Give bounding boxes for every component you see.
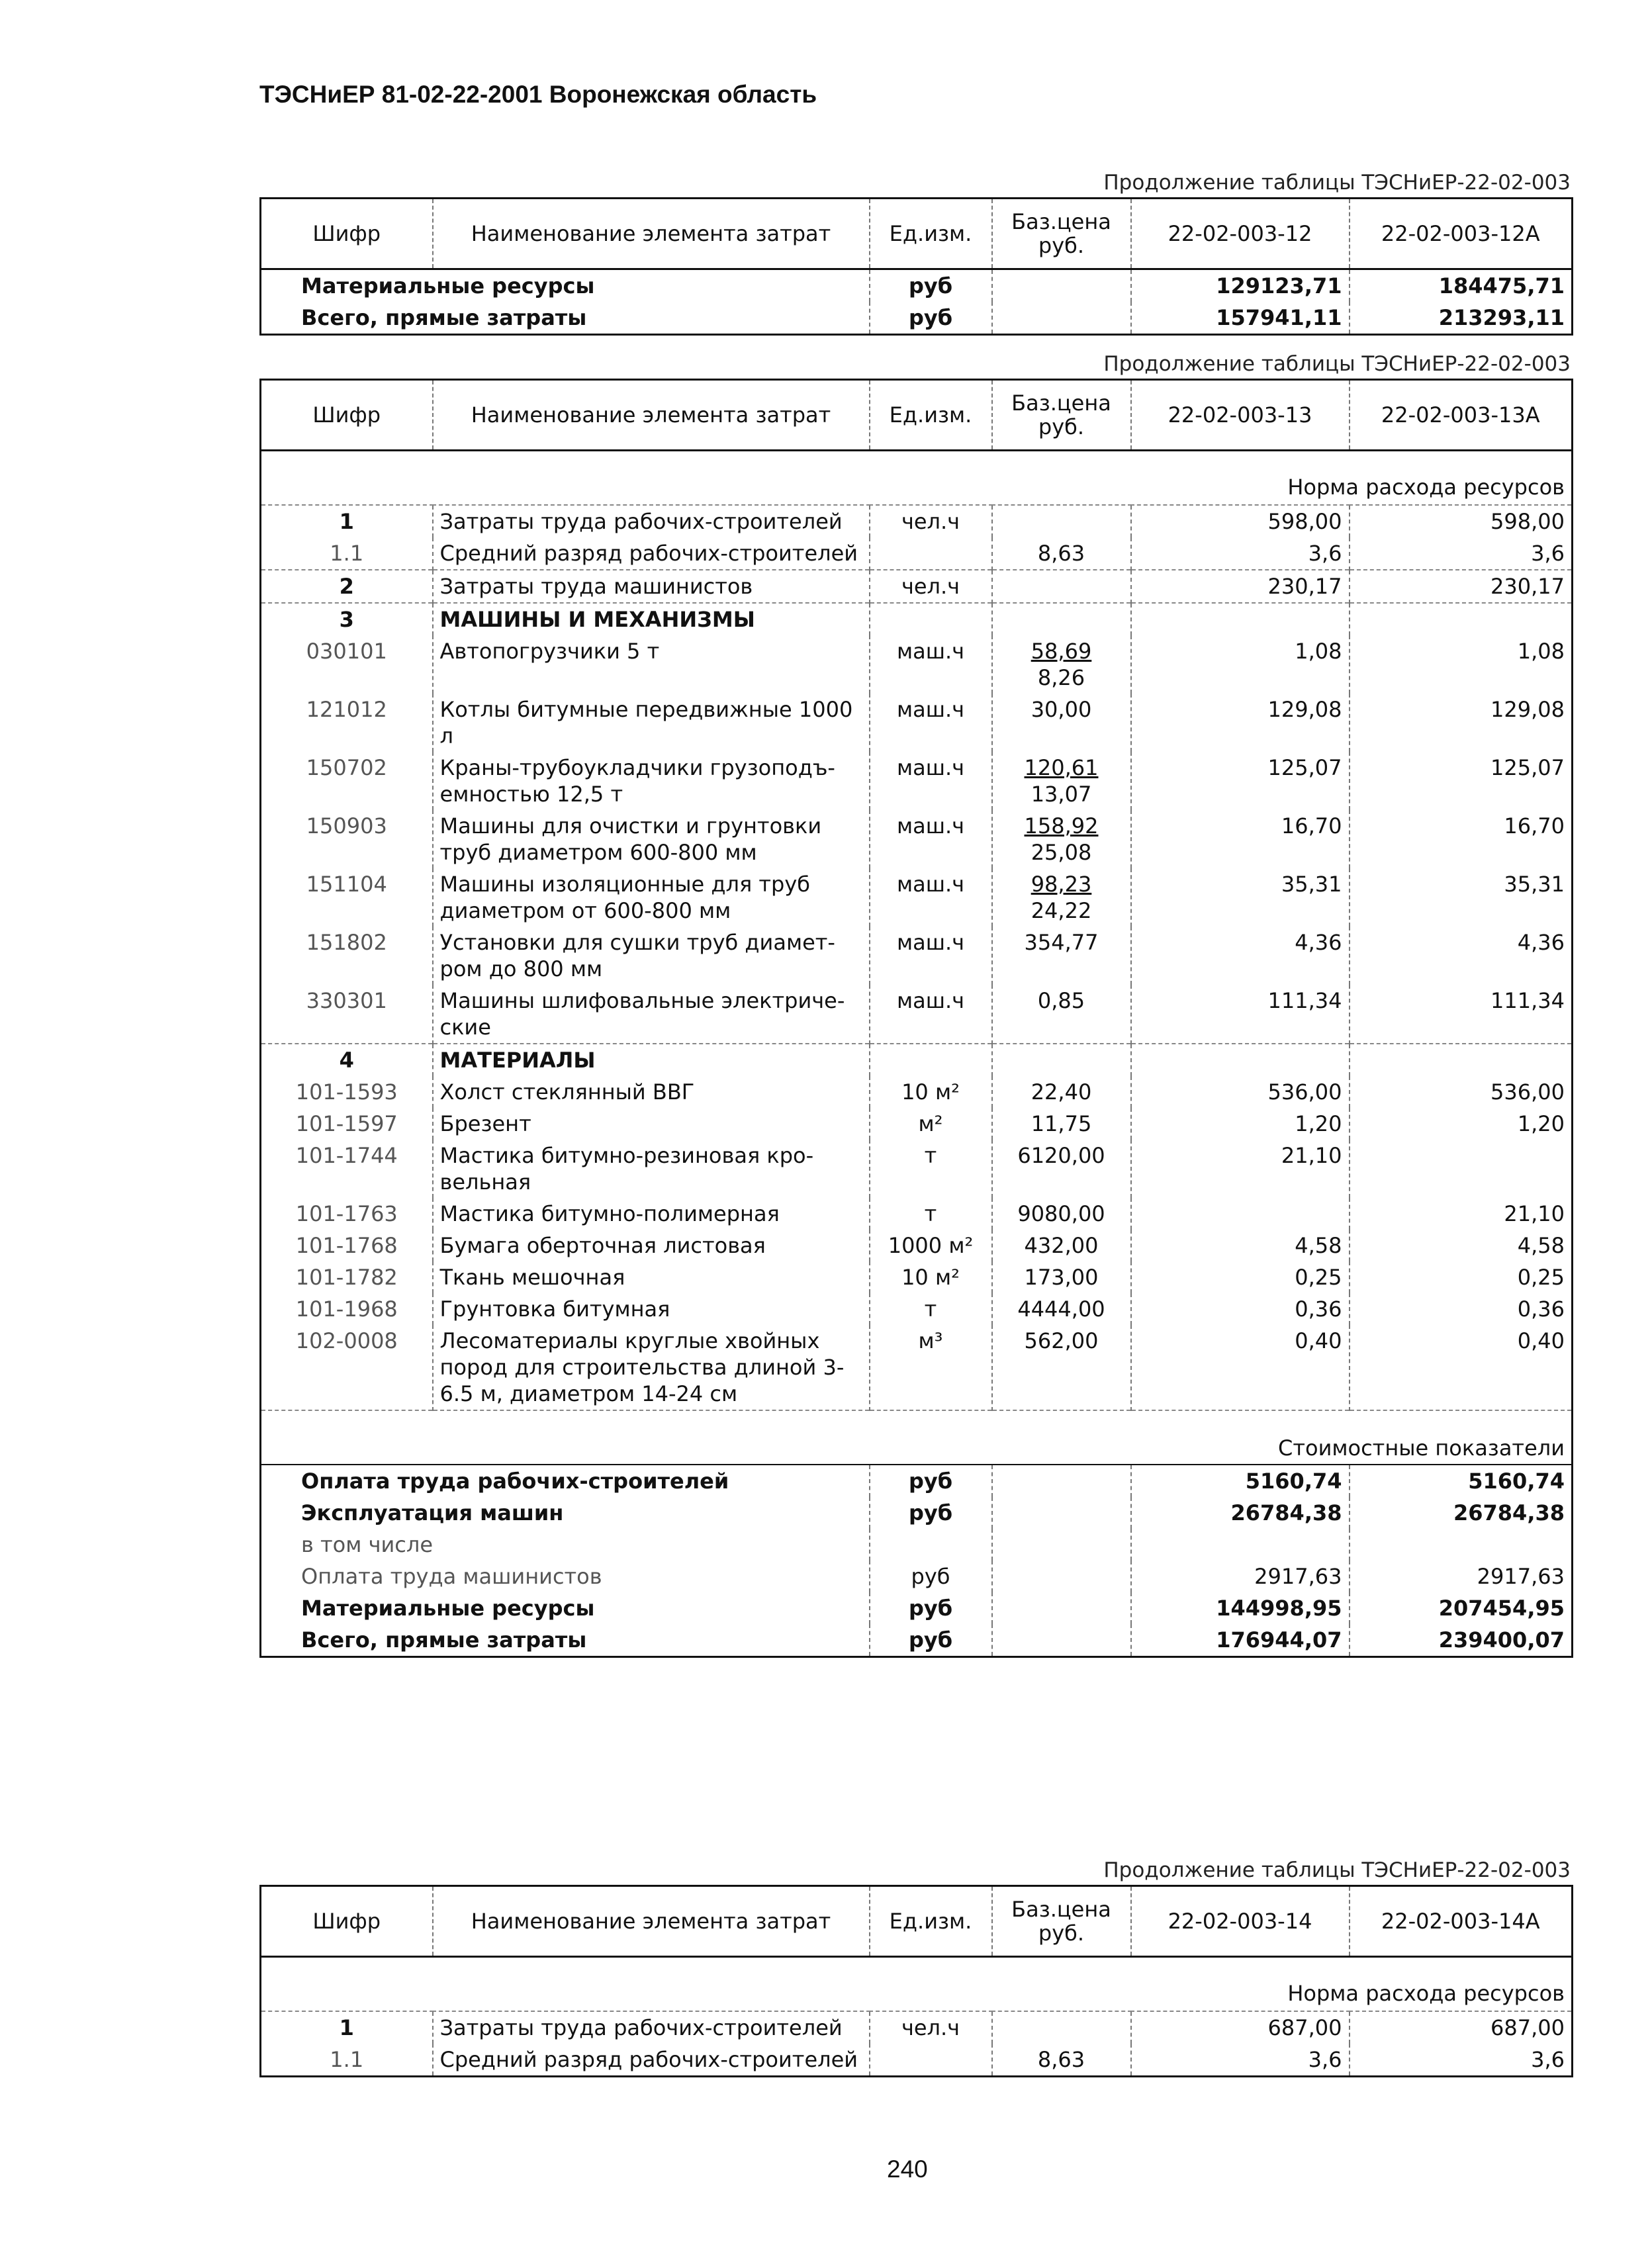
- row-price-main: 158,92: [1024, 813, 1099, 839]
- table-row: [261, 1261, 1573, 1293]
- col-1-header: 22-02-003-14: [1131, 1886, 1350, 1957]
- row-unit: м²: [870, 1108, 992, 1140]
- row-price: 8,63: [992, 537, 1131, 570]
- row-price: 22,40: [992, 1076, 1131, 1108]
- row-value-2: 536,00: [1350, 1076, 1573, 1108]
- summary-value-2: 2917,63: [1350, 1561, 1573, 1592]
- row-value-1: 35,31: [1131, 868, 1350, 927]
- summary-price: [992, 1465, 1131, 1497]
- summary-price: [992, 302, 1131, 335]
- row-unit: м³: [870, 1325, 992, 1410]
- page-number: 240: [887, 2155, 928, 2183]
- col-price-header: Баз.цена руб.: [992, 380, 1131, 451]
- table2: [259, 379, 1573, 1658]
- summary-price: [992, 1561, 1131, 1592]
- table-row: [261, 570, 1573, 603]
- row-code: 121012: [306, 697, 387, 722]
- row-price: 4444,00: [992, 1293, 1131, 1325]
- col-2-header: 22-02-003-14А: [1350, 1886, 1573, 1957]
- row-name: Бумага оберточная листовая: [433, 1230, 870, 1261]
- col-price-header: Баз.цена руб.: [992, 1886, 1131, 1957]
- row-code: 1: [339, 2015, 354, 2040]
- row-price: [992, 570, 1131, 603]
- table3-caption: Продолжение таблицы ТЭСНиЕР-22-02-003: [1103, 1858, 1571, 1882]
- row-code: 101-1763: [295, 1201, 398, 1226]
- summary-value-1: 129123,71: [1131, 269, 1350, 302]
- row-price-main: 58,69: [1031, 639, 1092, 664]
- row-value-2: 0,25: [1350, 1261, 1573, 1293]
- row-code: 150702: [306, 755, 387, 780]
- summary-name: Всего, прямые затраты: [301, 1627, 587, 1653]
- table-row: [261, 2011, 1573, 2044]
- row-name: Лесоматериалы круглые хвойных пород для строительства длиной 3-6.5 м, диаметром 14-24 см: [433, 1325, 870, 1410]
- row-unit: [870, 537, 992, 570]
- row-price: [992, 752, 1131, 810]
- summary-value-1: 2917,63: [1131, 1561, 1350, 1592]
- row-value-1: 1,08: [1131, 635, 1350, 694]
- row-value-1: 230,17: [1131, 570, 1350, 603]
- summary-unit: руб: [870, 1497, 992, 1529]
- col-name-header: Наименование элемента затрат: [433, 1886, 870, 1957]
- summary-unit: руб: [870, 1561, 992, 1592]
- row-value-2: 0,40: [1350, 1325, 1573, 1410]
- row-unit: т: [870, 1198, 992, 1230]
- row-value-1: 3,6: [1131, 2044, 1350, 2077]
- row-price-main: 98,23: [1031, 872, 1092, 897]
- row-price: 0,85: [992, 985, 1131, 1044]
- summary-name: Оплата труда рабочих-строителей: [301, 1469, 729, 1494]
- row-name: Затраты труда рабочих-строителей: [433, 2011, 870, 2044]
- row-name: Затраты труда машинистов: [433, 570, 870, 603]
- table-row: [261, 694, 1573, 752]
- row-value-1: 598,00: [1131, 505, 1350, 537]
- table-row: [261, 1140, 1573, 1198]
- row-value-2: 16,70: [1350, 810, 1573, 868]
- row-name: МАШИНЫ И МЕХАНИЗМЫ: [433, 603, 870, 635]
- table2-header-row: [261, 380, 1573, 451]
- summary-value-2: 184475,71: [1350, 269, 1573, 302]
- row-value-2: 3,6: [1350, 537, 1573, 570]
- row-code: 1.1: [330, 541, 364, 566]
- summary-unit: руб: [870, 302, 992, 335]
- table-row: [261, 868, 1573, 927]
- summary-row: [261, 1561, 1573, 1592]
- col-unit-header: Ед.изм.: [870, 1886, 992, 1957]
- row-name: Мастика битумно-резиновая кро-вельная: [433, 1140, 870, 1198]
- row-value-1: 125,07: [1131, 752, 1350, 810]
- table-row: [261, 1325, 1573, 1410]
- table1-header-row: [261, 199, 1573, 269]
- row-unit: 1000 м²: [870, 1230, 992, 1261]
- row-value-2: 687,00: [1350, 2011, 1573, 2044]
- row-price: 11,75: [992, 1108, 1131, 1140]
- row-name: Средний разряд рабочих-строителей: [433, 537, 870, 570]
- row-code: 101-1593: [295, 1079, 398, 1105]
- row-price: 354,77: [992, 927, 1131, 985]
- summary-row: [261, 1529, 1573, 1561]
- table-row: [261, 752, 1573, 810]
- row-price: [992, 2011, 1131, 2044]
- summary-unit: руб: [870, 269, 992, 302]
- summary-price: [992, 1592, 1131, 1624]
- summary-value-2: 26784,38: [1350, 1497, 1573, 1529]
- summary-name: Эксплуатация машин: [301, 1500, 564, 1525]
- row-name: Котлы битумные передвижные 1000 л: [433, 694, 870, 752]
- col-2-header: 22-02-003-13А: [1350, 380, 1573, 451]
- row-value-2: 21,10: [1350, 1198, 1573, 1230]
- row-value-2: 0,36: [1350, 1293, 1573, 1325]
- norma-label: Норма расхода ресурсов: [261, 451, 1573, 506]
- summary-name: Оплата труда машинистов: [301, 1564, 602, 1589]
- table-row: [261, 603, 1573, 635]
- row-name: Мастика битумно-полимерная: [433, 1198, 870, 1230]
- row-unit: маш.ч: [870, 635, 992, 694]
- table1: [259, 197, 1573, 336]
- row-code: 102-0008: [295, 1328, 398, 1353]
- summary-unit: руб: [870, 1465, 992, 1497]
- col-code-header: Шифр: [261, 380, 433, 451]
- summary-row: [261, 1624, 1573, 1657]
- row-code: 030101: [306, 639, 387, 664]
- norma-row: [261, 1957, 1573, 2012]
- row-value-1: 129,08: [1131, 694, 1350, 752]
- row-unit: маш.ч: [870, 985, 992, 1044]
- row-price: [992, 868, 1131, 927]
- summary-price: [992, 1624, 1131, 1657]
- stoim-row: [261, 1410, 1573, 1465]
- row-price: 9080,00: [992, 1198, 1131, 1230]
- row-value-1: 4,36: [1131, 927, 1350, 985]
- row-name: Средний разряд рабочих-строителей: [433, 2044, 870, 2077]
- row-value-1: 687,00: [1131, 2011, 1350, 2044]
- row-price-wage: 8,26: [1037, 665, 1085, 690]
- summary-name: в том числе: [301, 1532, 433, 1557]
- row-code: 101-1744: [295, 1143, 398, 1168]
- row-price: 8,63: [992, 2044, 1131, 2077]
- row-code: 1: [339, 509, 354, 534]
- row-value-2: 4,36: [1350, 927, 1573, 985]
- row-value-2: 129,08: [1350, 694, 1573, 752]
- row-price: 6120,00: [992, 1140, 1131, 1198]
- row-value-1: [1131, 603, 1350, 635]
- table-row: [261, 927, 1573, 985]
- row-unit: т: [870, 1293, 992, 1325]
- col-code-header: Шифр: [261, 1886, 433, 1957]
- norma-label: Норма расхода ресурсов: [261, 1957, 1573, 2012]
- summary-row: [261, 1497, 1573, 1529]
- row-unit: 10 м²: [870, 1261, 992, 1293]
- row-value-1: 4,58: [1131, 1230, 1350, 1261]
- table-row: [261, 1230, 1573, 1261]
- row-name: Машины для очистки и грунтовки труб диаметром 600-800 мм: [433, 810, 870, 868]
- summary-value-2: 239400,07: [1350, 1624, 1573, 1657]
- row-unit: маш.ч: [870, 868, 992, 927]
- summary-name: Материальные ресурсы: [301, 1596, 595, 1621]
- col-1-header: 22-02-003-13: [1131, 380, 1350, 451]
- summary-unit: руб: [870, 1624, 992, 1657]
- row-value-2: [1350, 1044, 1573, 1076]
- row-name: Краны-трубоукладчики грузоподъ-емностью 12,5 т: [433, 752, 870, 810]
- row-value-2: [1350, 603, 1573, 635]
- table-row: [261, 1044, 1573, 1076]
- row-price: [992, 603, 1131, 635]
- col-1-header: 22-02-003-12: [1131, 199, 1350, 269]
- row-price: 562,00: [992, 1325, 1131, 1410]
- table-row: [261, 985, 1573, 1044]
- row-unit: [870, 603, 992, 635]
- row-price: [992, 505, 1131, 537]
- row-price-wage: 24,22: [1031, 898, 1092, 923]
- row-unit: чел.ч: [870, 570, 992, 603]
- summary-unit: [870, 1529, 992, 1561]
- row-name: МАТЕРИАЛЫ: [433, 1044, 870, 1076]
- col-price-header: Баз.цена руб.: [992, 199, 1131, 269]
- row-value-1: 111,34: [1131, 985, 1350, 1044]
- summary-value-2: 207454,95: [1350, 1592, 1573, 1624]
- summary-name: Всего, прямые затраты: [301, 305, 587, 330]
- row-code: 101-1768: [295, 1233, 398, 1258]
- row-code: 150903: [306, 813, 387, 839]
- summary-value-2: 5160,74: [1350, 1465, 1573, 1497]
- table2-caption: Продолжение таблицы ТЭСНиЕР-22-02-003: [1103, 352, 1571, 376]
- row-price: 173,00: [992, 1261, 1131, 1293]
- summary-value-2: 213293,11: [1350, 302, 1573, 335]
- row-price-main: 120,61: [1024, 755, 1099, 780]
- table-row: [261, 810, 1573, 868]
- row-unit: маш.ч: [870, 752, 992, 810]
- row-price-wage: 25,08: [1031, 840, 1092, 865]
- row-code: 2: [261, 570, 433, 603]
- row-code: 1.1: [330, 2047, 364, 2072]
- summary-value-2: [1350, 1529, 1573, 1561]
- row-code: 101-1597: [295, 1111, 398, 1136]
- row-value-2: 1,20: [1350, 1108, 1573, 1140]
- row-code: 4: [261, 1044, 433, 1076]
- row-value-2: 230,17: [1350, 570, 1573, 603]
- table-row: [261, 2044, 1573, 2077]
- table3: [259, 1885, 1573, 2077]
- col-2-header: 22-02-003-12А: [1350, 199, 1573, 269]
- row-code: 101-1968: [295, 1296, 398, 1322]
- row-unit: [870, 2044, 992, 2077]
- summary-value-1: 176944,07: [1131, 1624, 1350, 1657]
- row-name: Брезент: [433, 1108, 870, 1140]
- summary-value-1: 157941,11: [1131, 302, 1350, 335]
- row-value-2: 598,00: [1350, 505, 1573, 537]
- summary-row: [261, 1592, 1573, 1624]
- row-value-2: [1350, 1140, 1573, 1198]
- row-name: Установки для сушки труб диамет-ром до 800 мм: [433, 927, 870, 985]
- summary-value-1: [1131, 1529, 1350, 1561]
- summary-unit: руб: [870, 1592, 992, 1624]
- row-value-1: 16,70: [1131, 810, 1350, 868]
- row-code: 151104: [306, 872, 387, 897]
- table-row: [261, 1293, 1573, 1325]
- row-name: Автопогрузчики 5 т: [433, 635, 870, 694]
- col-unit-header: Ед.изм.: [870, 199, 992, 269]
- row-code: 330301: [306, 988, 387, 1013]
- table-row: [261, 1198, 1573, 1230]
- row-unit: 10 м²: [870, 1076, 992, 1108]
- row-value-1: 0,25: [1131, 1261, 1350, 1293]
- row-code: 151802: [306, 930, 387, 955]
- row-name: Грунтовка битумная: [433, 1293, 870, 1325]
- summary-price: [992, 269, 1131, 302]
- row-value-1: 0,40: [1131, 1325, 1350, 1410]
- row-price: 432,00: [992, 1230, 1131, 1261]
- row-name: Машины шлифовальные электриче-ские: [433, 985, 870, 1044]
- row-value-2: 35,31: [1350, 868, 1573, 927]
- table-row: [261, 1108, 1573, 1140]
- table-row: [261, 1076, 1573, 1108]
- col-unit-header: Ед.изм.: [870, 380, 992, 451]
- summary-name: Материальные ресурсы: [301, 273, 595, 298]
- row-unit: чел.ч: [870, 2011, 992, 2044]
- row-price-wage: 13,07: [1031, 782, 1092, 807]
- row-unit: маш.ч: [870, 810, 992, 868]
- summary-row: [261, 269, 1573, 302]
- row-value-1: [1131, 1044, 1350, 1076]
- summary-value-1: 5160,74: [1131, 1465, 1350, 1497]
- row-price: [992, 635, 1131, 694]
- col-name-header: Наименование элемента затрат: [433, 380, 870, 451]
- row-unit: т: [870, 1140, 992, 1198]
- row-name: Затраты труда рабочих-строителей: [433, 505, 870, 537]
- row-value-1: 3,6: [1131, 537, 1350, 570]
- row-value-2: 1,08: [1350, 635, 1573, 694]
- col-code-header: Шифр: [261, 199, 433, 269]
- summary-value-1: 144998,95: [1131, 1592, 1350, 1624]
- row-value-2: 4,58: [1350, 1230, 1573, 1261]
- row-value-1: [1131, 1198, 1350, 1230]
- row-name: Машины изоляционные для труб диаметром от 600-800 мм: [433, 868, 870, 927]
- summary-value-1: 26784,38: [1131, 1497, 1350, 1529]
- row-unit: [870, 1044, 992, 1076]
- row-name: Ткань мешочная: [433, 1261, 870, 1293]
- row-value-1: 1,20: [1131, 1108, 1350, 1140]
- summary-price: [992, 1497, 1131, 1529]
- table-row: [261, 635, 1573, 694]
- table3-header-row: [261, 1886, 1573, 1957]
- summary-price: [992, 1529, 1131, 1561]
- row-name: Холст стеклянный ВВГ: [433, 1076, 870, 1108]
- norma-row: [261, 451, 1573, 506]
- row-value-2: 3,6: [1350, 2044, 1573, 2077]
- row-unit: чел.ч: [870, 505, 992, 537]
- row-value-1: 0,36: [1131, 1293, 1350, 1325]
- document-title: ТЭСНиЕР 81-02-22-2001 Воронежская область: [259, 81, 817, 108]
- summary-row: [261, 1465, 1573, 1497]
- row-value-1: 21,10: [1131, 1140, 1350, 1198]
- row-code: 101-1782: [295, 1265, 398, 1290]
- row-code: 3: [261, 603, 433, 635]
- row-value-1: 536,00: [1131, 1076, 1350, 1108]
- table1-caption: Продолжение таблицы ТЭСНиЕР-22-02-003: [1103, 171, 1571, 195]
- row-unit: маш.ч: [870, 694, 992, 752]
- col-name-header: Наименование элемента затрат: [433, 199, 870, 269]
- table-row: [261, 537, 1573, 570]
- table-row: [261, 505, 1573, 537]
- row-value-2: 125,07: [1350, 752, 1573, 810]
- stoim-label: Стоимостные показатели: [261, 1410, 1573, 1465]
- row-unit: маш.ч: [870, 927, 992, 985]
- summary-row: [261, 302, 1573, 335]
- row-price: [992, 1044, 1131, 1076]
- row-price: [992, 810, 1131, 868]
- row-value-2: 111,34: [1350, 985, 1573, 1044]
- row-price: 30,00: [992, 694, 1131, 752]
